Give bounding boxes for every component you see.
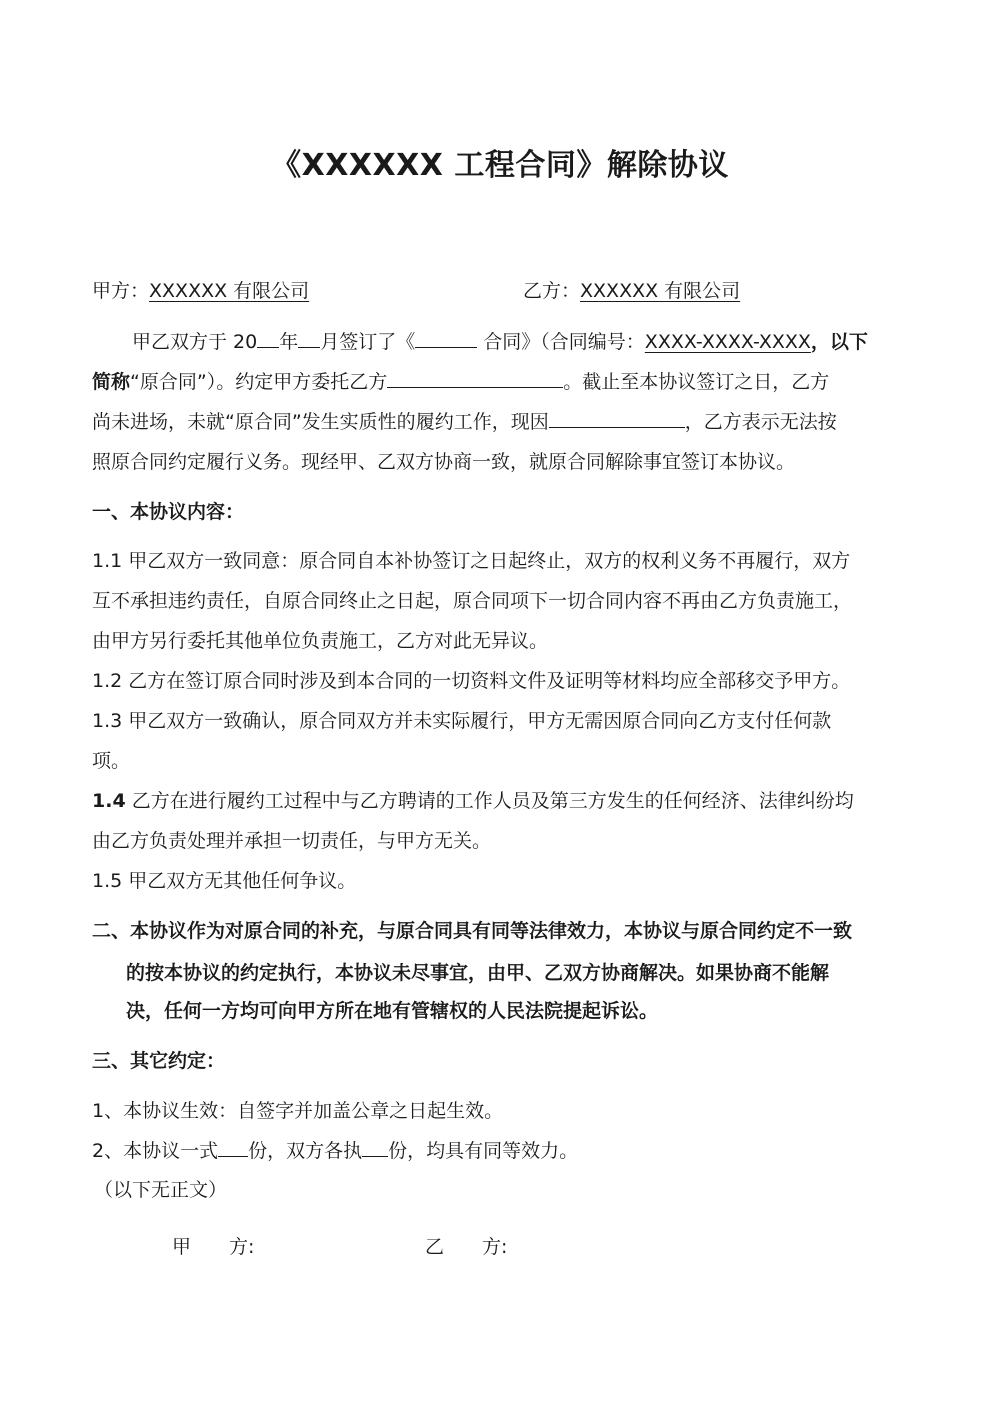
- clause-1-2: 1.2 乙方在签订原合同时涉及到本合同的一切资料文件及证明等材料均应全部移交予甲方。: [92, 670, 851, 692]
- clause-1-1-line-1: 1.1 甲乙双方一致同意：原合同自本补协签订之日起终止，双方的权利义务不再履行，双方: [92, 550, 851, 572]
- party-b: [523, 276, 740, 303]
- intro-line-1: [132, 327, 868, 354]
- blank-copies-each: [362, 1138, 388, 1157]
- item-text: 2、本协议一式: [92, 1140, 219, 1162]
- clause-1-5: 1.5 甲乙双方无其他任何争议。: [92, 870, 357, 892]
- document-title: 《XXXXXX 工程合同》解除协议: [271, 148, 729, 183]
- clause-1-4-line-1: [92, 786, 854, 813]
- intro-text: 简称: [92, 371, 131, 393]
- item-text: 份，均具有同等效力。: [388, 1140, 579, 1162]
- intro-text: 。截止至本协议签订之日，乙方: [563, 371, 830, 393]
- intro-text: 合同》（合同编号：: [477, 331, 645, 353]
- intro-text: 年: [279, 331, 299, 353]
- blank-copies-total: [218, 1138, 248, 1157]
- party-a-label: 甲方：: [92, 280, 150, 302]
- section-3-heading: 三、其它约定：: [92, 1050, 226, 1072]
- other-item-2: [92, 1136, 578, 1163]
- blank-reason: [549, 409, 685, 428]
- intro-line-3: [92, 407, 837, 434]
- item-text: 份，双方各执: [248, 1140, 363, 1162]
- clause-number: 1.4: [92, 790, 126, 812]
- intro-text: “原合同”）。约定甲方委托乙方: [130, 371, 388, 393]
- intro-text: ，以下: [810, 331, 868, 353]
- intro-text: 月签订了《: [320, 331, 416, 353]
- clause-1-4-line-2: 由乙方负责处理并承担一切责任，与甲方无关。: [92, 830, 492, 852]
- other-item-1: 1、本协议生效：自签字并加盖公章之日起生效。: [92, 1100, 504, 1122]
- contract-number: XXXX-XXXX-XXXX: [644, 331, 811, 353]
- clause-1-3-line-1: 1.3 甲乙双方一致确认，原合同双方并未实际履行，甲方无需因原合同向乙方支付任何款: [92, 710, 832, 732]
- intro-text: 甲乙双方于 20: [132, 331, 258, 353]
- blank-month: [298, 329, 320, 348]
- party-b-name: XXXXXX 有限公司: [580, 280, 741, 302]
- party-a-name: XXXXXX 有限公司: [149, 280, 310, 302]
- clause-1-3-line-2: 项。: [92, 750, 131, 772]
- section-2-line-2: 的按本协议的约定执行，本协议未尽事宜，由甲、乙双方协商解决。如果协商不能解: [126, 962, 830, 984]
- section-1-heading: 一、本协议内容：: [92, 501, 245, 523]
- clause-1-1-line-3: 由甲方另行委托其他单位负责施工，乙方对此无异议。: [92, 630, 549, 652]
- intro-text: ，乙方表示无法按: [684, 411, 837, 433]
- intro-line-4: 照原合同约定履行义务。现经甲、乙双方协商一致，就原合同解除事宜签订本协议。: [92, 451, 796, 473]
- intro-line-2: [92, 367, 829, 394]
- signature-party-b: 乙 方:: [425, 1236, 508, 1258]
- signature-party-a: 甲 方:: [172, 1236, 255, 1258]
- blank-entrust-content: [387, 369, 563, 388]
- party-b-label: 乙方：: [523, 280, 581, 302]
- clause-1-1-line-2: 互不承担违约责任，自原合同终止之日起，原合同项下一切合同内容不再由乙方负责施工，: [92, 590, 853, 612]
- no-further-text: （以下无正文）: [94, 1179, 228, 1201]
- blank-contract-name: [415, 329, 477, 348]
- intro-text: 尚未进场，未就“原合同”发生实质性的履约工作，现因: [92, 411, 549, 433]
- section-2-line-1: 二、本协议作为对原合同的补充，与原合同具有同等法律效力，本协议与原合同约定不一致: [92, 920, 853, 942]
- blank-year: [257, 329, 279, 348]
- party-a: [92, 276, 309, 303]
- clause-text: 乙方在进行履约工过程中与乙方聘请的工作人员及第三方发生的任何经济、法律纠纷均: [125, 790, 854, 812]
- section-2-line-3: 决，任何一方均可向甲方所在地有管辖权的人民法院提起诉讼。: [126, 1000, 659, 1022]
